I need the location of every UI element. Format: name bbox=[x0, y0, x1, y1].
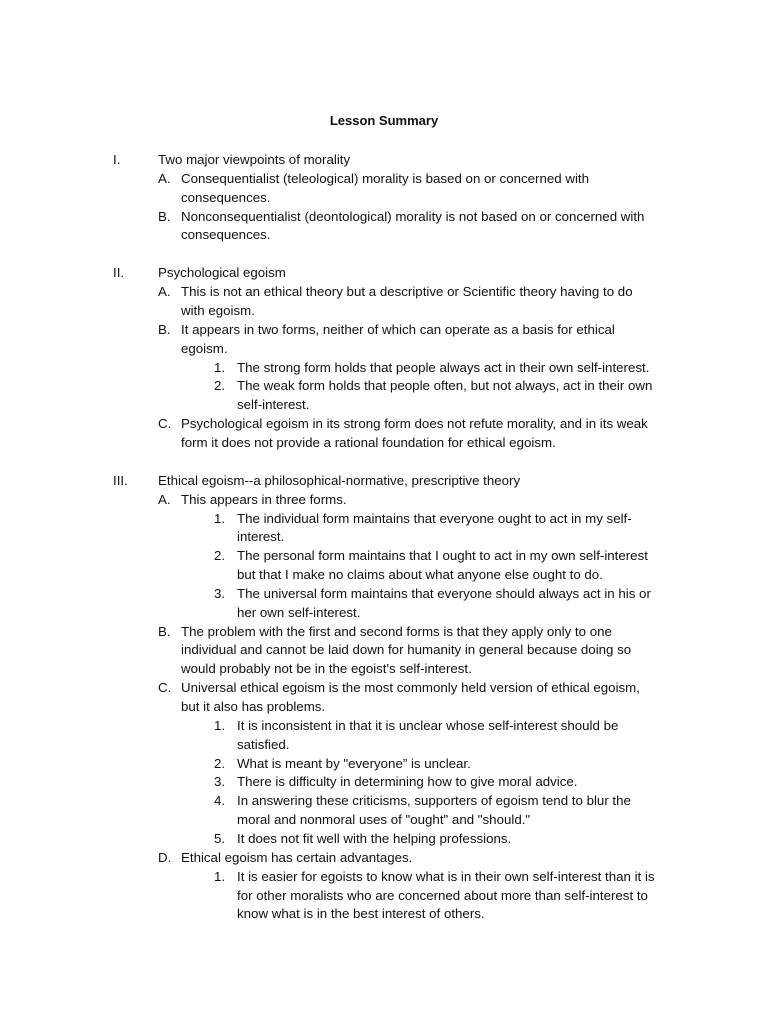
subitem-text-line: her own self-interest. bbox=[237, 604, 361, 620]
subitem-text-line: The strong form holds that people always act in their own self-interest. bbox=[237, 359, 650, 375]
subitem-marker: 5. bbox=[214, 830, 226, 846]
subitem-marker: 2. bbox=[214, 378, 226, 394]
subitem-marker: 1. bbox=[214, 717, 226, 733]
subitem-text-line: It is inconsistent in that it is unclear whose self-interest should be bbox=[237, 717, 619, 733]
subitem-text-line: The personal form maintains that I ought to act in my own self-interest bbox=[237, 548, 648, 564]
subitem-marker: 1. bbox=[214, 359, 226, 375]
subitem-text-line: The individual form maintains that everyone ought to act in my self- bbox=[237, 510, 632, 526]
item-text-line: This is not an ethical theory but a descriptive or Scientific theory having to do bbox=[181, 284, 633, 300]
subitem-text-line: moral and nonmoral uses of "ought" and "should." bbox=[237, 812, 531, 828]
subitem-text-line: interest. bbox=[237, 529, 285, 545]
item-text-line: but it also has problems. bbox=[181, 699, 326, 714]
item-text-line: egoism. bbox=[181, 340, 228, 356]
item-text-line: Ethical egoism has certain advantages. bbox=[181, 849, 413, 865]
item-marker: A. bbox=[158, 170, 171, 186]
subitem-marker: 4. bbox=[214, 793, 226, 809]
section-numeral: I. bbox=[113, 152, 121, 167]
subitem-text-line: satisfied. bbox=[237, 736, 290, 752]
item-marker: C. bbox=[158, 680, 172, 696]
subitem-marker: 3. bbox=[214, 774, 226, 790]
item-text-line: form it does not provide a rational foundation for ethical egoism. bbox=[181, 434, 556, 450]
subitem-text-line: The universal form maintains that everyone should always act in his or bbox=[237, 585, 651, 601]
subitem-text-line: self-interest. bbox=[237, 397, 310, 413]
item-text-line: consequences. bbox=[181, 189, 271, 205]
item-marker: B. bbox=[158, 321, 171, 337]
section-heading: Psychological egoism bbox=[158, 265, 286, 281]
subitem-text-line: know what is in the best interest of others. bbox=[237, 906, 485, 922]
subitem-text-line: but that I make no claims about what anyone else ought to do. bbox=[237, 567, 603, 582]
subitem-marker: 1. bbox=[214, 510, 226, 526]
subitem-marker: 3. bbox=[214, 585, 226, 601]
section-numeral: III. bbox=[113, 472, 128, 488]
item-text-line: The problem with the first and second forms is that they apply only to one bbox=[181, 623, 612, 639]
section-heading: Ethical egoism--a philosophical-normative, prescriptive theory bbox=[158, 472, 521, 488]
item-marker: C. bbox=[158, 416, 172, 432]
subitem-marker: 2. bbox=[214, 755, 226, 771]
item-marker: B. bbox=[158, 208, 171, 224]
subitem-text-line: The weak form holds that people often, but not always, act in their own bbox=[237, 378, 653, 394]
item-text-line: consequences. bbox=[181, 227, 271, 243]
item-marker: A. bbox=[158, 491, 171, 507]
subitem-text-line: There is difficulty in determining how to give moral advice. bbox=[237, 774, 578, 790]
item-text-line: individual and cannot be laid down for humanity in general because doing so bbox=[181, 642, 632, 658]
subitem-marker: 2. bbox=[214, 548, 226, 564]
item-text-line: Consequentialist (teleological) morality is based on or concerned with bbox=[181, 170, 589, 186]
subitem-marker: 1. bbox=[214, 868, 226, 884]
item-text-line: Nonconsequentialist (deontological) morality is not based on or concerned with bbox=[181, 208, 645, 224]
item-text-line: It appears in two forms, neither of which can operate as a basis for ethical bbox=[181, 321, 615, 337]
item-marker: D. bbox=[158, 849, 172, 865]
page-title: Lesson Summary bbox=[329, 113, 439, 128]
subitem-text-line: for other moralists who are concerned about more than self-interest to bbox=[237, 887, 648, 903]
item-marker: B. bbox=[158, 623, 171, 639]
subitem-text-line: It is easier for egoists to know what is in their own self-interest than it is bbox=[237, 868, 655, 884]
section-numeral: II. bbox=[113, 265, 125, 281]
item-text-line: would probably not be in the egoist's self-interest. bbox=[181, 661, 472, 677]
item-text-line: with egoism. bbox=[181, 303, 255, 318]
section-heading: Two major viewpoints of morality bbox=[158, 152, 351, 167]
subitem-text-line: It does not fit well with the helping professions. bbox=[237, 830, 512, 846]
item-text-line: This appears in three forms. bbox=[181, 491, 347, 507]
subitem-text-line: In answering these criticisms, supporters of egoism tend to blur the bbox=[237, 793, 631, 809]
item-text-line: Universal ethical egoism is the most commonly held version of ethical egoism, bbox=[181, 680, 640, 696]
item-marker: A. bbox=[158, 284, 171, 300]
item-text-line: Psychological egoism in its strong form does not refute morality, and in its weak bbox=[181, 416, 648, 432]
subitem-text-line: What is meant by "everyone” is unclear. bbox=[237, 755, 471, 771]
